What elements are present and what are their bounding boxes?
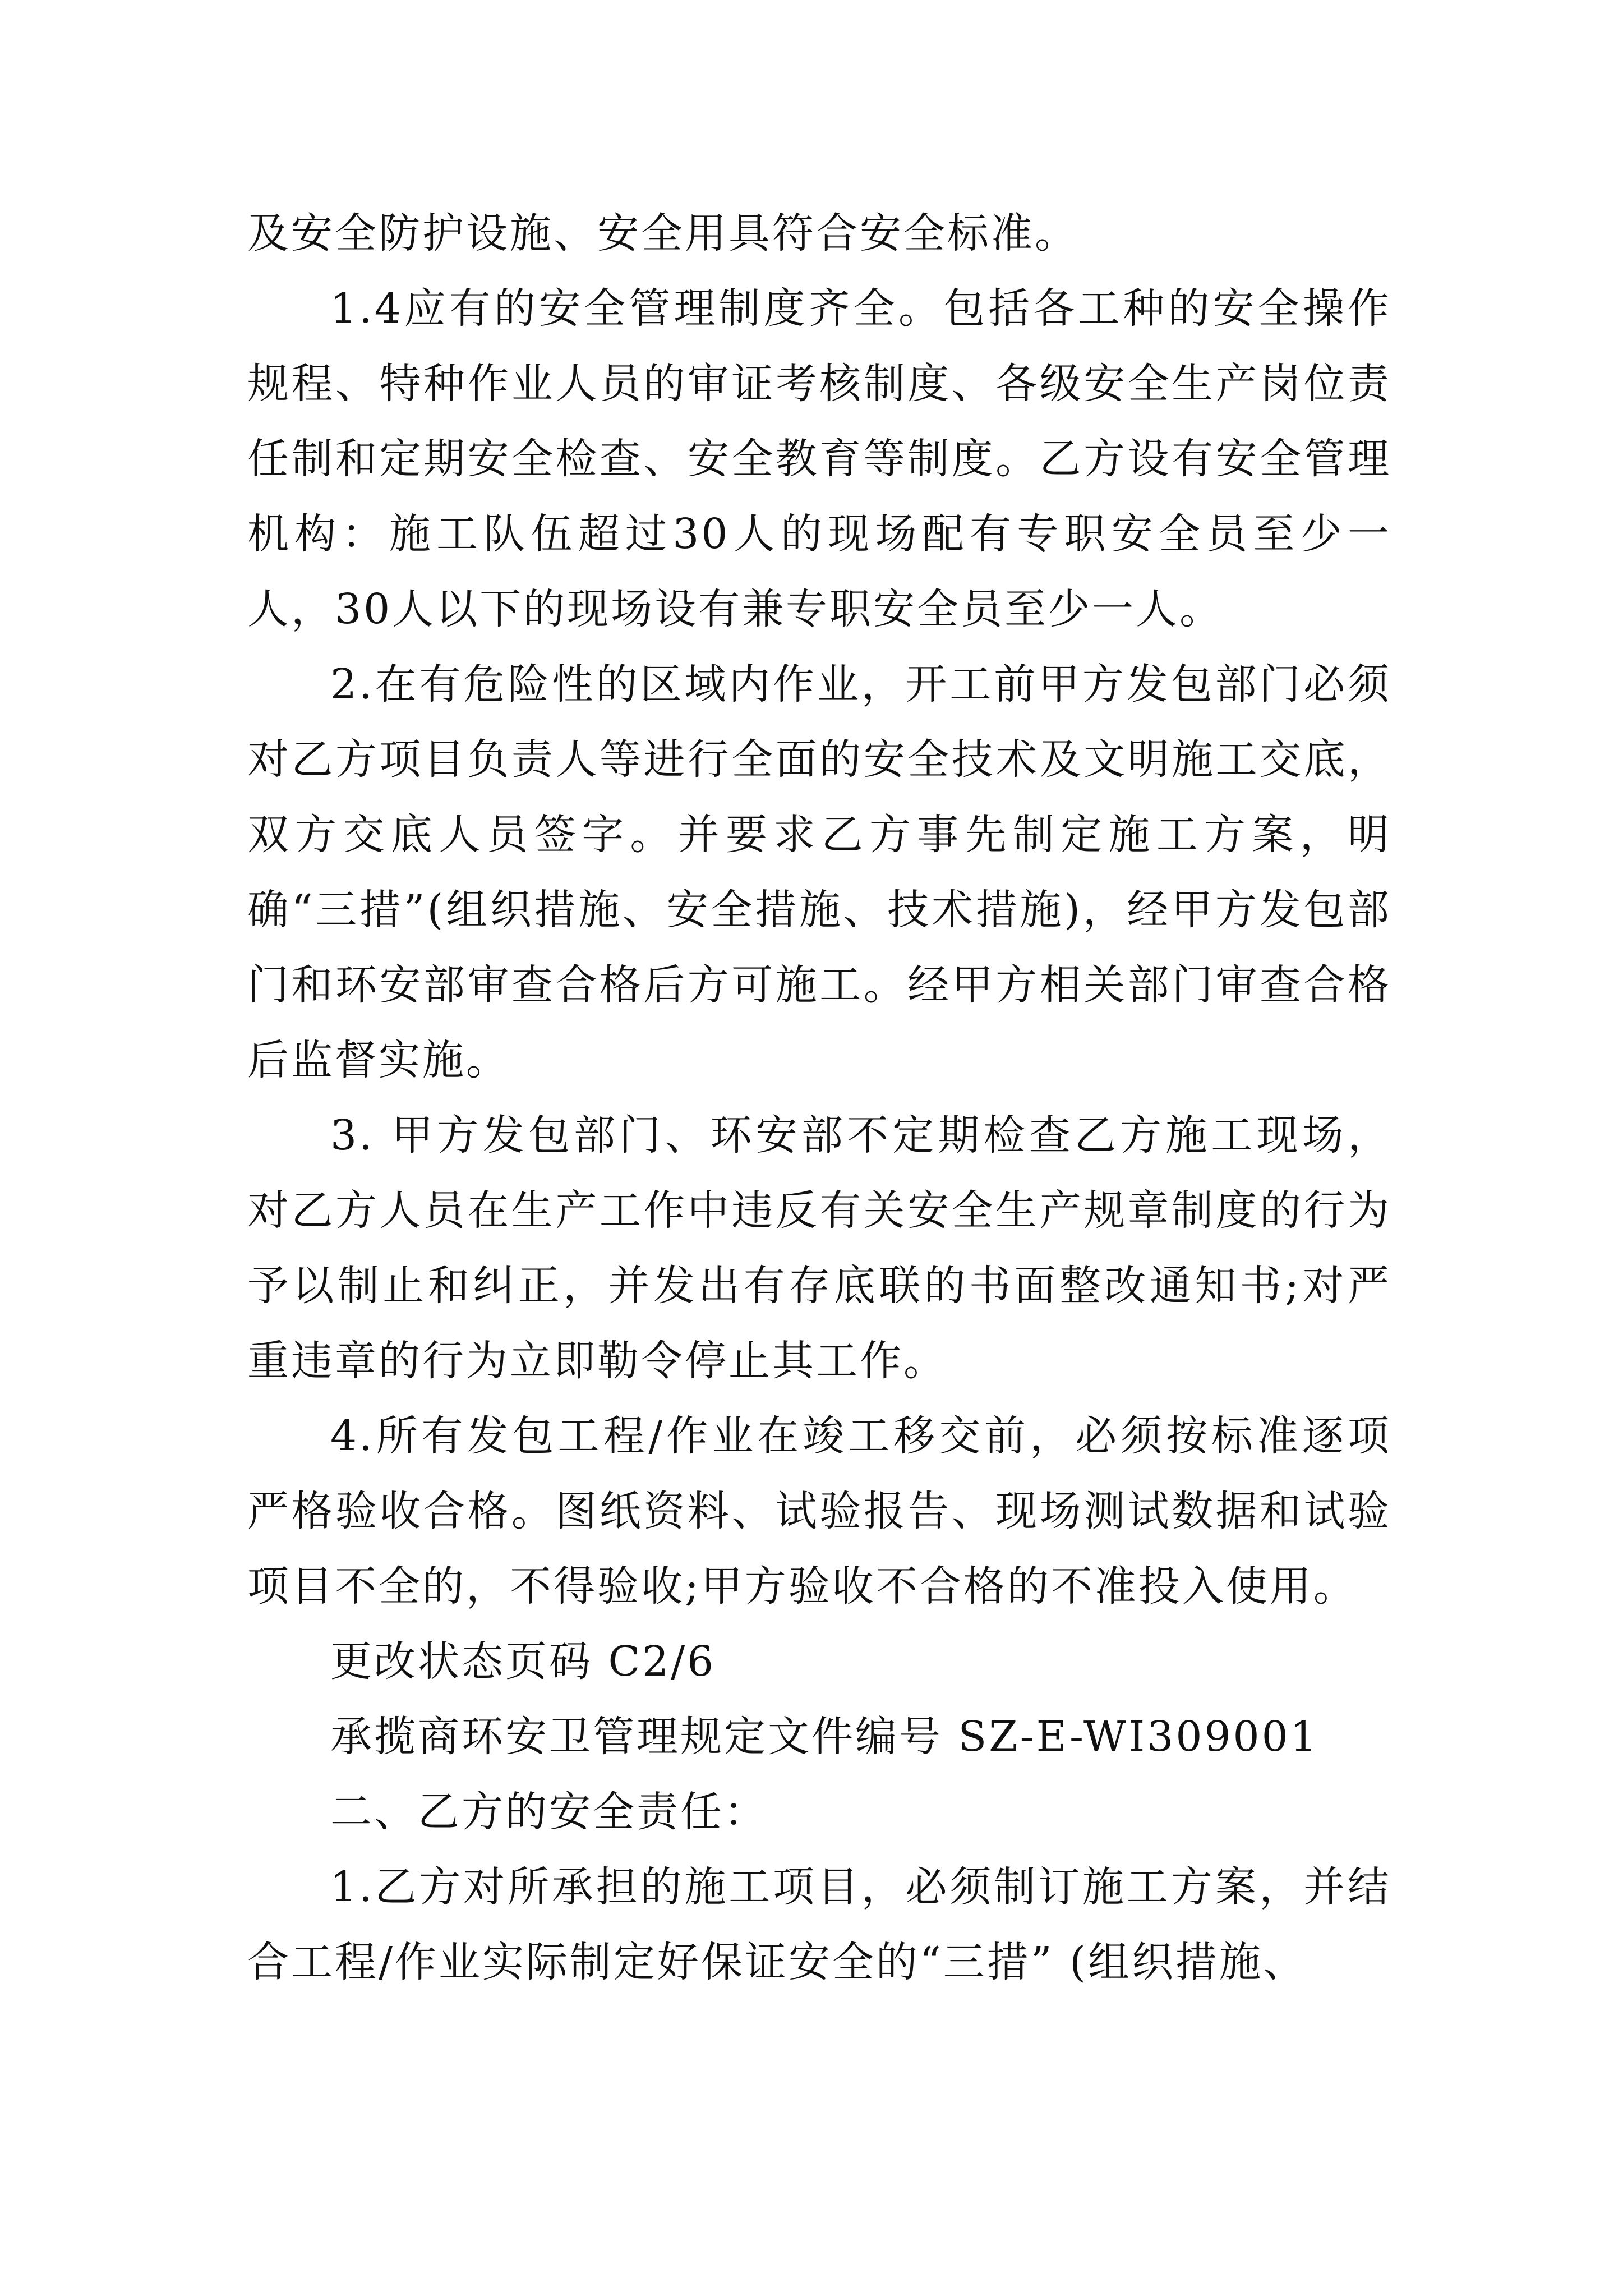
paragraph-6: 1.乙方对所承担的施工项目，必须制订施工方案，并结合工程/作业实际制定好保证安全的“三措” (组织措施、 (247, 1863, 1391, 1986)
section-heading: 二、乙方的安全责任： (330, 1788, 768, 1836)
paragraph-2: 1.4应有的安全管理制度齐全。包括各工种的安全操作规程、特种作业人员的审证考核制度、各级安全生产岗位责任制和定期安全检查、安全教育等制度。乙方设有安全管理机构：施工队伍超过30人的现场配有专职安全员至少一人，30人以下的现场设有兼专职安全员至少一人。 (247, 284, 1391, 633)
document-body (247, 196, 1391, 2000)
paragraph-3: 2.在有危险性的区域内作业，开工前甲方发包部门必须对乙方项目负责人等进行全面的安全技术及文明施工交底，双方交底人员签字。并要求乙方事先制定施工方案，明确“三措”(组织措施、安全措施、技术措施)，经甲方发包部门和环安部审查合格后方可施工。经甲方相关部门审查合格后监督实施。 (247, 660, 1391, 1084)
paragraph-5: 4.所有发包工程/作业在竣工移交前，必须按标准逐项严格验收合格。图纸资料、试验报告、现场测试数据和试验项目不全的，不得验收;甲方验收不合格的不准投入使用。 (247, 1412, 1391, 1611)
paragraph-4: 3. 甲方发包部门、环安部不定期检查乙方施工现场，对乙方人员在生产工作中违反有关安全生产规章制度的行为予以制止和纠正，并发出有存底联的书面整改通知书;对严重违章的行为立即勒令停止其工作。 (247, 1111, 1391, 1385)
document-number-line: 承揽商环安卫管理规定文件编号 SZ-E-WI309001 (330, 1713, 1319, 1761)
revision-status-line: 更改状态页码 C2/6 (330, 1637, 716, 1686)
paragraph-1: 及安全防护设施、安全用具符合安全标准。 (247, 209, 1078, 257)
